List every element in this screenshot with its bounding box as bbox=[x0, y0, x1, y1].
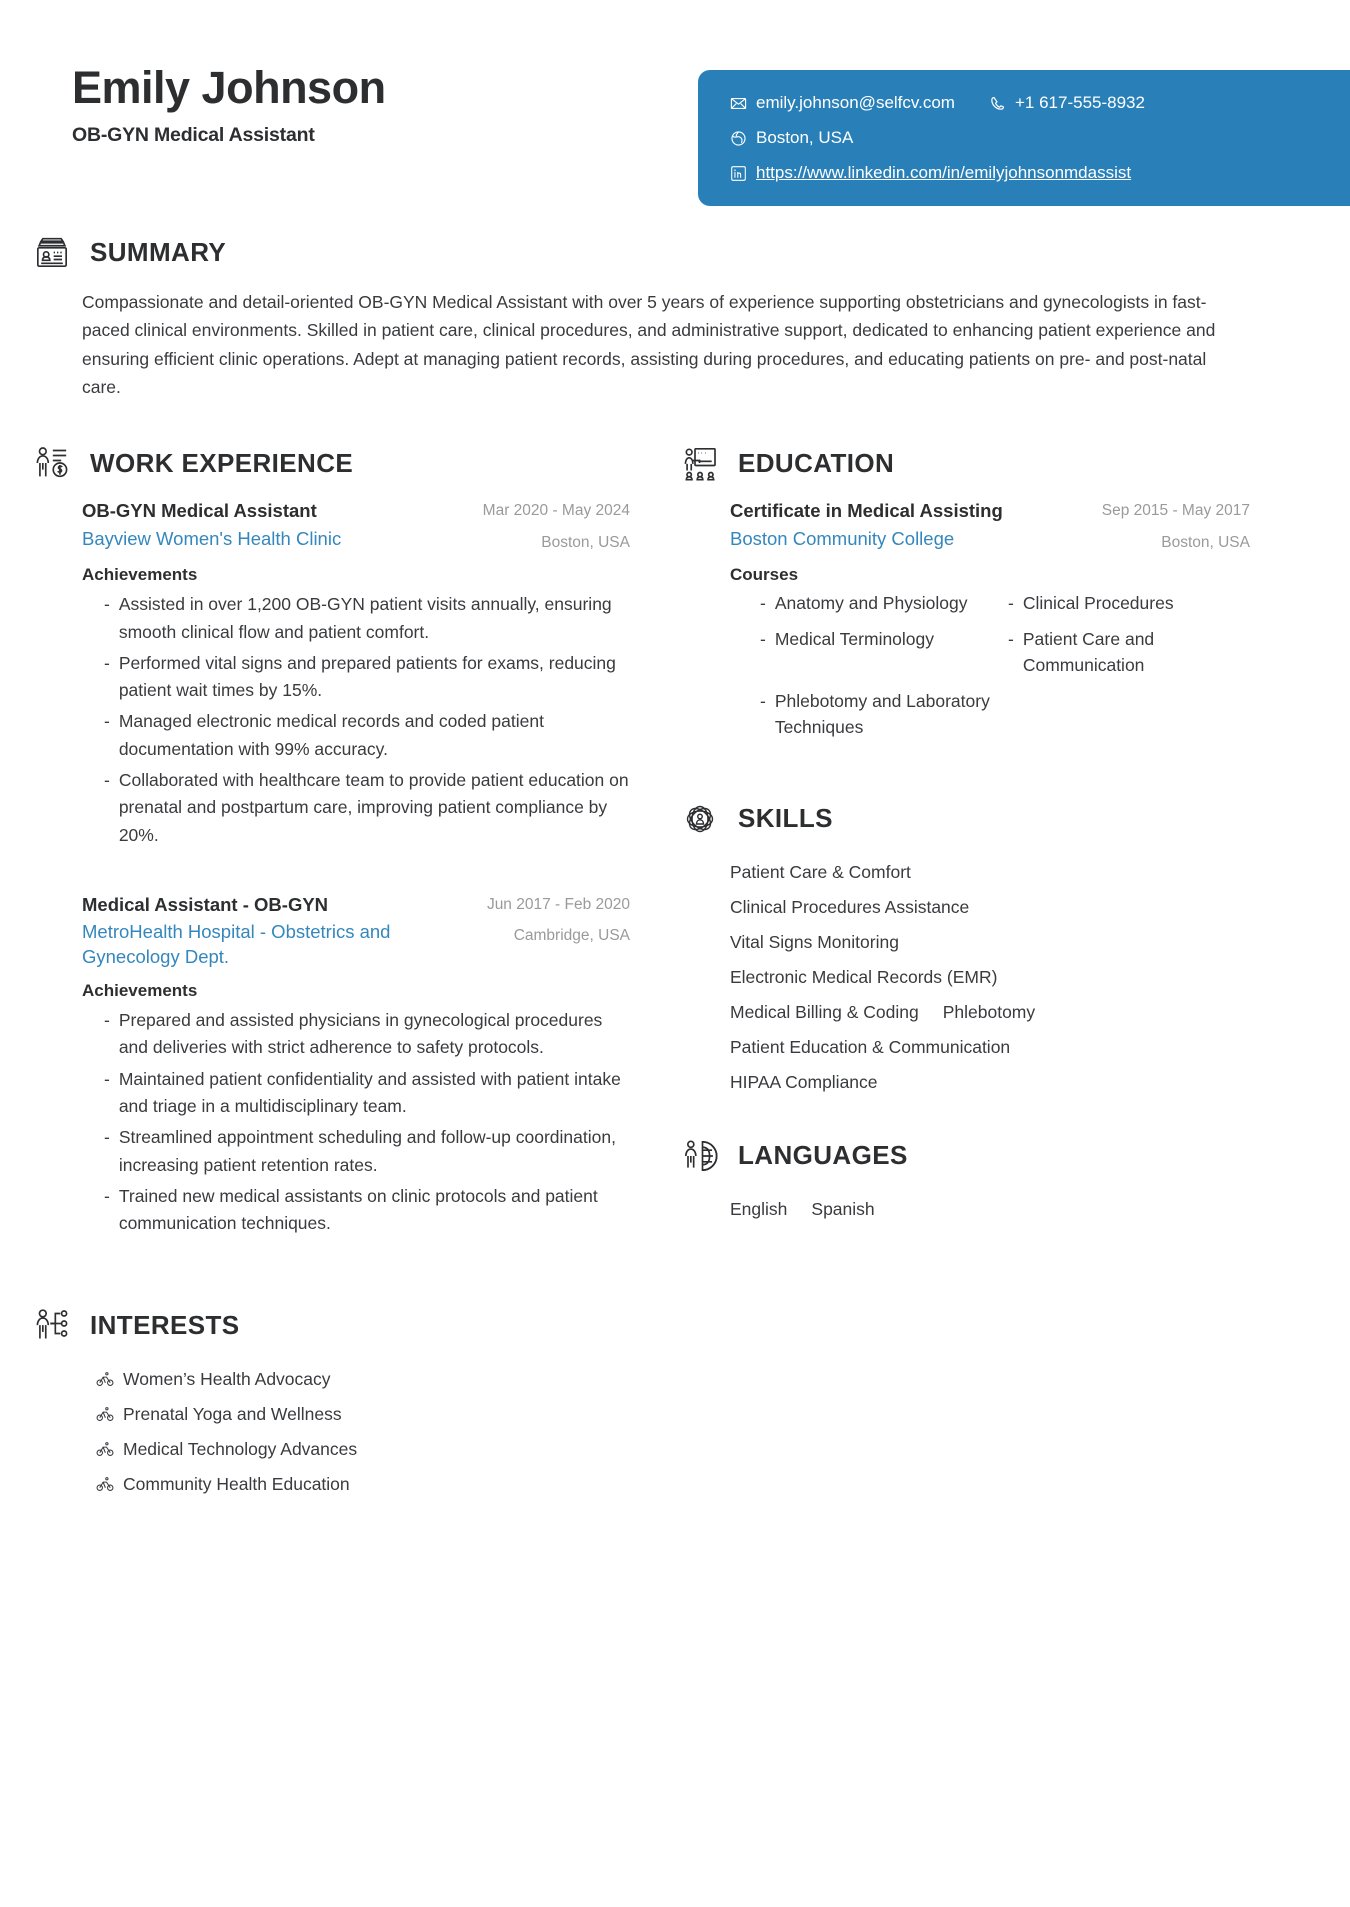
education-entry bbox=[678, 499, 1250, 740]
languages-title: LANGUAGES bbox=[738, 1140, 908, 1171]
dash-bullet: - bbox=[104, 594, 110, 615]
course-text: Medical Terminology bbox=[774, 629, 935, 650]
work-experience-heading bbox=[30, 441, 630, 485]
dash-bullet: - bbox=[760, 629, 766, 650]
summary-section bbox=[0, 230, 1350, 401]
course-text: Anatomy and Physiology bbox=[774, 593, 968, 614]
work-entry-date: Mar 2020 - May 2024 bbox=[482, 502, 630, 520]
interest-text: Community Health Education bbox=[123, 1473, 350, 1494]
skills-heading bbox=[678, 797, 1250, 841]
contact-linkedin-text: https://www.linkedin.com/in/emilyjohnsonmdassist bbox=[756, 163, 1132, 183]
list-item-text: Streamlined appointment scheduling and follow-up coordination, increasing patient retention rates. bbox=[118, 1127, 616, 1175]
list-item bbox=[104, 708, 630, 763]
list-item bbox=[1008, 591, 1250, 617]
work-experience-section bbox=[30, 441, 630, 1237]
achievements-list bbox=[82, 1007, 630, 1237]
classroom-icon bbox=[678, 441, 722, 485]
list-item bbox=[1008, 627, 1250, 679]
work-entry-role: OB-GYN Medical Assistant bbox=[82, 500, 317, 522]
interest-text: Women’s Health Advocacy bbox=[123, 1368, 331, 1389]
education-heading bbox=[678, 441, 1250, 485]
contact-email-text: emily.johnson@selfcv.com bbox=[756, 93, 955, 112]
work-entry-location: Cambridge, USA bbox=[513, 927, 630, 945]
education-entry-header bbox=[730, 499, 1250, 553]
skill-item: Patient Education & Communication bbox=[730, 1036, 1011, 1057]
linkedin-icon bbox=[730, 165, 747, 182]
work-entry-role: Medical Assistant - OB-GYN bbox=[82, 893, 329, 915]
list-item bbox=[96, 1432, 630, 1467]
body-columns bbox=[0, 441, 1350, 1505]
list-item bbox=[104, 1007, 630, 1062]
dash-bullet: - bbox=[1008, 593, 1014, 614]
summary-text: Compassionate and detail-oriented OB-GYN Medical Assistant with over 5 years of experience supporting obstetricians and gynecologists in fast-paced clinical environments. Skilled in patient care, clinical procedures, and administrative support, dedicated to enhancing patient experience and ensuring efficient clinic operations. Adept at managing patient records, assisting during procedures, and educating patients on pre- and post-natal care. bbox=[82, 292, 1216, 398]
dash-bullet: - bbox=[104, 1068, 110, 1089]
interest-text: Medical Technology Advances bbox=[123, 1438, 358, 1459]
work-entry-header bbox=[82, 499, 630, 553]
education-entry-main bbox=[730, 499, 1088, 551]
contact-location-text: Boston, USA bbox=[756, 128, 854, 148]
skill-item: Electronic Medical Records (EMR) bbox=[730, 966, 998, 987]
list-item-text: Maintained patient confidentiality and assisted with patient intake and triage in a multidisciplinary team. bbox=[118, 1068, 621, 1117]
dash-bullet: - bbox=[760, 690, 766, 711]
dash-bullet: - bbox=[104, 1185, 110, 1206]
bicycle-icon bbox=[96, 1370, 114, 1388]
courses-list bbox=[730, 591, 1250, 740]
education-section bbox=[678, 441, 1250, 740]
globe-icon bbox=[730, 130, 747, 147]
skills-title: SKILLS bbox=[738, 803, 833, 834]
interests-title: INTERESTS bbox=[90, 1310, 240, 1341]
list-item bbox=[104, 1066, 630, 1121]
languages-section bbox=[678, 1134, 1250, 1227]
dash-bullet: - bbox=[1008, 629, 1014, 650]
work-entry bbox=[30, 499, 630, 849]
achievements-label: Achievements bbox=[82, 565, 198, 585]
skill-item: Vital Signs Monitoring bbox=[730, 931, 899, 952]
language-item: English bbox=[730, 1198, 788, 1219]
course-text: Patient Care and Communication bbox=[1022, 629, 1155, 676]
language-item: Spanish bbox=[811, 1198, 875, 1219]
work-entry-location: Boston, USA bbox=[541, 533, 630, 551]
page-title: Emily Johnson bbox=[72, 62, 386, 113]
list-item bbox=[104, 1183, 630, 1238]
contact-card bbox=[698, 70, 1350, 206]
skills-section bbox=[678, 797, 1250, 1100]
work-entry bbox=[30, 893, 630, 1238]
education-date: Sep 2015 - May 2017 bbox=[1101, 502, 1250, 520]
interests-section bbox=[30, 1304, 630, 1502]
education-location: Boston, USA bbox=[1161, 533, 1250, 551]
contact-phone[interactable] bbox=[989, 92, 1145, 114]
work-entry-main bbox=[82, 893, 473, 969]
course-text: Phlebotomy and Laboratory Techniques bbox=[774, 690, 990, 737]
skill-item: HIPAA Compliance bbox=[730, 1071, 878, 1092]
envelope-icon bbox=[730, 95, 747, 112]
dash-bullet: - bbox=[104, 1127, 110, 1148]
skill-item: Patient Care & Comfort bbox=[730, 861, 911, 882]
skill-item: Medical Billing & Coding bbox=[730, 1001, 919, 1022]
achievements-label: Achievements bbox=[82, 981, 198, 1001]
contact-row bbox=[730, 162, 1350, 184]
left-column bbox=[30, 441, 630, 1505]
contact-location bbox=[730, 127, 853, 149]
contact-email[interactable] bbox=[730, 92, 955, 114]
list-item-text: Performed vital signs and prepared patients for exams, reducing patient wait times by 15%. bbox=[118, 652, 616, 701]
education-entry-meta bbox=[1102, 499, 1250, 553]
course-text: Clinical Procedures bbox=[1022, 593, 1174, 614]
work-entry-meta bbox=[487, 893, 630, 947]
list-item bbox=[104, 767, 630, 849]
rosette-person-icon bbox=[678, 797, 722, 841]
dash-bullet: - bbox=[104, 1010, 110, 1031]
list-item-text: Assisted in over 1,200 OB-GYN patient visits annually, ensuring smooth clinical flow and patient comfort. bbox=[118, 594, 612, 642]
languages-list bbox=[678, 1192, 1108, 1227]
contact-phone-text: +1 617-555-8932 bbox=[1014, 93, 1145, 112]
dash-bullet: - bbox=[104, 711, 110, 732]
summary-title: SUMMARY bbox=[90, 236, 227, 267]
interest-text: Prenatal Yoga and Wellness bbox=[123, 1403, 342, 1424]
interests-list bbox=[30, 1362, 630, 1502]
skills-list bbox=[678, 855, 1108, 1100]
person-globe-icon bbox=[678, 1134, 722, 1178]
job-title: OB-GYN Medical Assistant bbox=[72, 123, 315, 146]
work-entry-organization: MetroHealth Hospital - Obstetrics and Gynecology Dept. bbox=[82, 921, 391, 967]
work-entry-organization: Bayview Women's Health Clinic bbox=[82, 527, 342, 549]
list-item bbox=[104, 650, 630, 705]
list-item bbox=[96, 1397, 630, 1432]
education-degree: Certificate in Medical Assisting bbox=[730, 500, 1003, 522]
achievements-list bbox=[82, 591, 630, 849]
contact-row bbox=[730, 127, 1350, 149]
work-entry-date: Jun 2017 - Feb 2020 bbox=[486, 895, 630, 913]
summary-heading bbox=[30, 230, 1278, 274]
education-school: Boston Community College bbox=[730, 527, 955, 549]
list-item bbox=[760, 591, 1002, 617]
interests-heading bbox=[30, 1304, 630, 1348]
person-network-icon bbox=[30, 1304, 74, 1348]
resume-header bbox=[0, 0, 1350, 230]
contact-row bbox=[730, 92, 1350, 114]
list-item bbox=[760, 627, 1002, 679]
contact-linkedin[interactable] bbox=[730, 162, 1131, 184]
list-item bbox=[104, 591, 630, 646]
work-entry-main bbox=[82, 499, 469, 551]
list-item bbox=[96, 1467, 630, 1502]
work-experience-title: WORK EXPERIENCE bbox=[90, 447, 354, 478]
dash-bullet: - bbox=[104, 770, 110, 791]
languages-heading bbox=[678, 1134, 1250, 1178]
work-entry-meta bbox=[483, 499, 630, 553]
skill-item: Phlebotomy bbox=[942, 1001, 1036, 1022]
person-salary-icon bbox=[30, 441, 74, 485]
right-column bbox=[630, 441, 1250, 1505]
list-item bbox=[96, 1362, 630, 1397]
list-item bbox=[760, 689, 1002, 741]
name-block bbox=[72, 62, 386, 147]
phone-icon bbox=[989, 95, 1006, 112]
bicycle-icon bbox=[96, 1475, 114, 1493]
id-card-icon bbox=[30, 230, 74, 274]
courses-label: Courses bbox=[730, 565, 799, 585]
education-title: EDUCATION bbox=[738, 447, 895, 478]
list-item bbox=[104, 1124, 630, 1179]
bicycle-icon bbox=[96, 1440, 114, 1458]
list-item-text: Trained new medical assistants on clinic protocols and patient communication techniques. bbox=[118, 1185, 598, 1234]
dash-bullet: - bbox=[760, 593, 766, 614]
skill-item: Clinical Procedures Assistance bbox=[730, 896, 970, 917]
dash-bullet: - bbox=[104, 652, 110, 673]
list-item-text: Managed electronic medical records and coded patient documentation with 99% accuracy. bbox=[118, 711, 544, 759]
list-item-text: Prepared and assisted physicians in gynecological procedures and deliveries with strict adherence to safety protocols. bbox=[118, 1010, 603, 1058]
work-entry-header bbox=[82, 893, 630, 969]
bicycle-icon bbox=[96, 1405, 114, 1423]
list-item-text: Collaborated with healthcare team to provide patient education on prenatal and postpartum care, improving patient compliance by 20%. bbox=[118, 770, 629, 845]
